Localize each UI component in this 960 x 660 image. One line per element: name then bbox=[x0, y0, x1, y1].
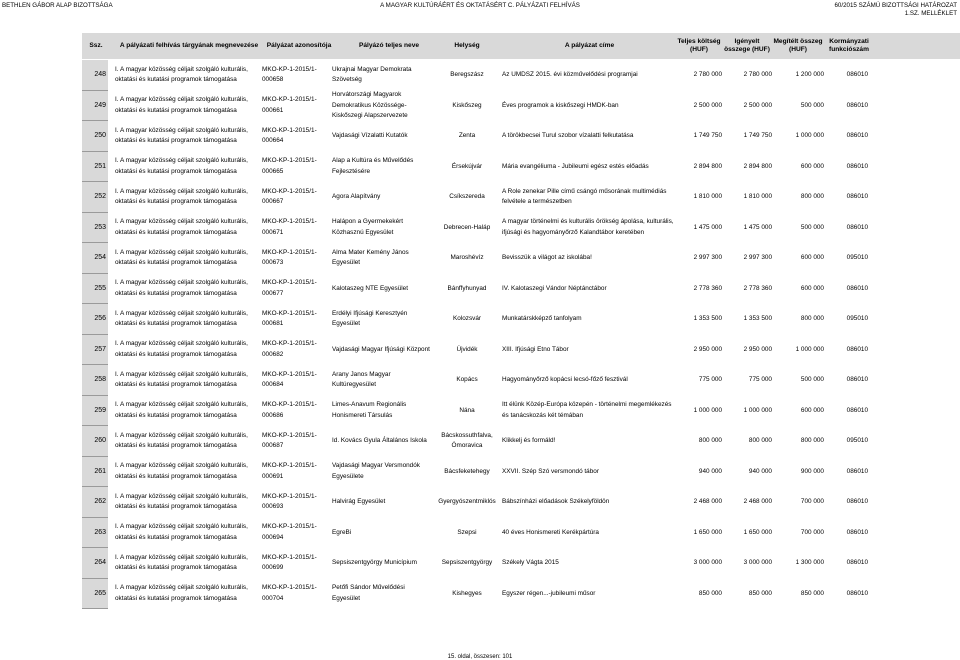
row-number: 263 bbox=[82, 518, 108, 549]
location: Csíkszereda bbox=[449, 193, 485, 200]
application-id: MKO-KP-1-2015/1-000684 bbox=[262, 370, 317, 389]
total-cost: 850 000 bbox=[698, 589, 722, 597]
table-row bbox=[82, 335, 960, 366]
applicant-name: Petőfi Sándor Művelődési Egyesület bbox=[332, 584, 405, 602]
project-title: Az UMDSZ 2015. évi közművelődési programjai bbox=[502, 71, 638, 78]
application-id: MKO-KP-1-2015/1-000658 bbox=[262, 65, 317, 84]
function-code: 086010 bbox=[846, 101, 868, 109]
applicant-name: Ukrajnai Magyar Demokrata Szövetség bbox=[332, 65, 412, 84]
call-subject: I. A magyar közösség céljait szolgáló kulturális, oktatási és kutatási programok támogatása bbox=[115, 584, 248, 602]
requested-amount: 940 000 bbox=[748, 467, 772, 475]
applicant-name: Horvátországi Magyarok Demokratikus Közössége-Kiskőszegi Alapszervezete bbox=[332, 91, 408, 119]
table-row bbox=[82, 487, 960, 518]
location: Sepsiszentgyörgy bbox=[441, 559, 493, 566]
requested-amount: 2 778 360 bbox=[743, 284, 772, 292]
location: Beregszász bbox=[450, 71, 484, 78]
project-title: Mária evangéliuma - Jubileumi egész estés előadás bbox=[502, 162, 649, 170]
col-cost: Teljes költség (HUF) bbox=[677, 38, 721, 53]
awarded-amount: 600 000 bbox=[800, 406, 824, 414]
table-row bbox=[82, 213, 960, 244]
call-subject: I. A magyar közösség céljait szolgáló kulturális, oktatási és kutatási programok támogatása bbox=[115, 492, 248, 511]
call-subject: I. A magyar közösség céljait szolgáló kulturális, oktatási és kutatási programok támogatása bbox=[115, 523, 248, 541]
applicant-name: Arany Janos Magyar Kultúregyesület bbox=[332, 370, 391, 389]
call-subject: I. A magyar közösség céljait szolgáló kulturális, oktatási és kutatási programok támogatása bbox=[115, 370, 248, 389]
location: Újvidék bbox=[456, 345, 478, 353]
applicant-name: Erdélyi Ifjúsági Keresztyén Egyesület bbox=[332, 309, 408, 328]
call-title: A MAGYAR KULTÚRÁÉRT ÉS OKTATÁSÉRT C. PÁLYÁZATI FELHÍVÁS bbox=[380, 2, 580, 9]
function-code: 086010 bbox=[846, 345, 868, 353]
location: Zenta bbox=[458, 132, 476, 139]
application-id: MKO-KP-1-2015/1-000673 bbox=[262, 248, 317, 267]
location: Kishegyes bbox=[452, 589, 482, 597]
project-title: Klikkelj és formáld! bbox=[502, 437, 556, 444]
requested-amount: 1 353 500 bbox=[743, 315, 772, 322]
row-number: 248 bbox=[82, 60, 108, 91]
col-type: A pályázati felhívás tárgyának megnevezése bbox=[119, 42, 259, 49]
requested-amount: 1 000 000 bbox=[743, 406, 772, 414]
project-title: Székely Vágta 2015 bbox=[502, 559, 559, 566]
total-cost: 1 353 500 bbox=[693, 315, 722, 322]
total-cost: 2 894 800 bbox=[693, 162, 722, 170]
call-subject: I. A magyar közösség céljait szolgáló kulturális, oktatási és kutatási programok támogatása bbox=[115, 65, 248, 84]
applicant-name: Kalotaszeg NTE Egyesület bbox=[332, 284, 409, 292]
call-subject: I. A magyar közösség céljait szolgáló kulturális, oktatási és kutatási programok támogatása bbox=[115, 553, 248, 572]
awarded-amount: 800 000 bbox=[800, 193, 824, 200]
awarded-amount: 500 000 bbox=[800, 101, 824, 109]
row-number: 252 bbox=[82, 182, 108, 213]
awarded-amount: 800 000 bbox=[800, 437, 824, 444]
function-code: 086010 bbox=[846, 193, 868, 200]
requested-amount: 2 997 300 bbox=[743, 254, 772, 261]
project-title: 40 éves Honismereti Kerékpártúra bbox=[502, 528, 599, 536]
table-row bbox=[82, 182, 960, 213]
location: Érsekújvár bbox=[451, 162, 483, 170]
function-code: 086010 bbox=[846, 71, 868, 78]
total-cost: 3 000 000 bbox=[693, 559, 722, 566]
requested-amount: 775 000 bbox=[748, 376, 772, 383]
awarded-amount: 600 000 bbox=[800, 254, 824, 261]
applicant-name: Halápon a Gyermekekért Közhasznú Egyesület bbox=[332, 218, 404, 236]
applicant-name: Limes-Anavum Regionális Honismereti Társulás bbox=[332, 401, 407, 419]
function-code: 086010 bbox=[846, 406, 868, 414]
function-code: 095010 bbox=[846, 254, 868, 261]
project-title: Bevisszük a világot az iskolába! bbox=[502, 254, 592, 261]
row-number: 259 bbox=[82, 396, 108, 427]
row-number: 249 bbox=[82, 91, 108, 122]
total-cost: 1 475 000 bbox=[693, 223, 722, 231]
col-title: A pályázat címe bbox=[564, 42, 615, 49]
applicant-name: Vajdasági Magyar Ifjúsági Központ bbox=[332, 345, 430, 353]
table-row bbox=[82, 365, 960, 396]
project-title: Munkatárskképző tanfolyam bbox=[502, 315, 582, 322]
total-cost: 1 650 000 bbox=[693, 528, 722, 536]
application-id: MKO-KP-1-2015/1-000681 bbox=[262, 309, 317, 328]
awarded-amount: 1 200 000 bbox=[795, 71, 824, 78]
applicant-name: Agora Alapítvány bbox=[332, 193, 381, 200]
total-cost: 2 468 000 bbox=[693, 498, 722, 505]
function-code: 086010 bbox=[846, 589, 868, 597]
location: Gyergyószentmiklós bbox=[438, 498, 496, 505]
call-subject: I. A magyar közösség céljait szolgáló kulturális, oktatási és kutatási programok támogatása bbox=[115, 279, 248, 297]
requested-amount: 1 475 000 bbox=[743, 223, 772, 231]
project-title: Bábszínházi előadások Székelyföldön bbox=[502, 498, 610, 505]
awarded-amount: 800 000 bbox=[800, 315, 824, 322]
application-id: MKO-KP-1-2015/1-000667 bbox=[262, 187, 317, 206]
col-requested: Igényelt összege (HUF) bbox=[724, 38, 770, 53]
page-footer: 15. oldal, összesen: 101 bbox=[447, 654, 513, 660]
table-row bbox=[82, 396, 960, 427]
function-code: 086010 bbox=[846, 162, 868, 170]
committee-name: BETHLEN GÁBOR ALAP BIZOTTSÁGA bbox=[2, 2, 113, 9]
table-row bbox=[82, 304, 960, 335]
function-code: 086010 bbox=[846, 467, 868, 475]
project-title: A magyar történelmi és kulturális örökség ápolása, kulturális, ifjúsági és hagyományőrző Kalandtábor keretében bbox=[502, 218, 674, 236]
total-cost: 800 000 bbox=[698, 437, 722, 444]
call-subject: I. A magyar közösség céljait szolgáló kulturális, oktatási és kutatási programok támogatása bbox=[115, 401, 248, 419]
location: Kopács bbox=[456, 376, 478, 383]
document-header bbox=[0, 0, 960, 30]
applicant-name: Halvirág Egyesület bbox=[332, 498, 386, 505]
location: Maroshévíz bbox=[450, 254, 484, 261]
call-subject: I. A magyar közösség céljait szolgáló kulturális, oktatási és kutatási programok támogatása bbox=[115, 187, 248, 206]
row-number: 262 bbox=[82, 487, 108, 518]
awarded-amount: 900 000 bbox=[800, 467, 824, 475]
total-cost: 2 778 360 bbox=[693, 284, 722, 292]
table-row bbox=[82, 243, 960, 274]
applicant-name: Vajdasági Magyar Versmondók Egyesülete bbox=[332, 462, 420, 480]
call-subject: I. A magyar közösség céljait szolgáló kulturális, oktatási és kutatási programok támogatása bbox=[115, 431, 248, 450]
row-number: 258 bbox=[82, 365, 108, 396]
applicant-name: Sepsiszentgyörgy Municípium bbox=[332, 559, 417, 566]
application-id: MKO-KP-1-2015/1-000699 bbox=[262, 553, 317, 572]
table-row bbox=[82, 426, 960, 457]
requested-amount: 800 000 bbox=[748, 437, 772, 444]
table-row bbox=[82, 274, 960, 305]
table-row bbox=[82, 91, 960, 122]
function-code: 086010 bbox=[846, 528, 868, 536]
location: Bácskossuthfalva, Ómoravica bbox=[441, 431, 493, 450]
call-subject: I. A magyar közösség céljait szolgáló kulturális, oktatási és kutatási programok támogatása bbox=[115, 96, 248, 114]
project-title: A törökbecsei Turul szobor vízalatti felkutatása bbox=[502, 132, 634, 139]
awarded-amount: 600 000 bbox=[800, 162, 824, 170]
table-row bbox=[82, 518, 960, 549]
requested-amount: 1 749 750 bbox=[743, 132, 772, 139]
table-row bbox=[82, 548, 960, 579]
col-applicant: Pályázó teljes neve bbox=[358, 42, 420, 49]
requested-amount: 3 000 000 bbox=[743, 559, 772, 566]
application-id: MKO-KP-1-2015/1-000671 bbox=[262, 218, 317, 236]
location: Nána bbox=[459, 406, 475, 414]
awarded-amount: 1 300 000 bbox=[795, 559, 824, 566]
applicant-name: Vajdasági Vízalatti Kutatók bbox=[332, 132, 408, 139]
application-id: MKO-KP-1-2015/1-000661 bbox=[262, 96, 317, 114]
total-cost: 2 780 000 bbox=[693, 71, 722, 78]
project-title: IV. Kalotaszegi Vándor Néptánctábor bbox=[502, 284, 607, 292]
col-awarded: Megítélt összeg (HUF) bbox=[773, 38, 823, 53]
total-cost: 940 000 bbox=[698, 467, 722, 475]
function-code: 086010 bbox=[846, 132, 868, 139]
awarded-amount: 850 000 bbox=[800, 589, 824, 597]
location: Kolozsvár bbox=[452, 315, 482, 322]
location: Szepsi bbox=[457, 528, 477, 536]
total-cost: 1 000 000 bbox=[693, 406, 722, 414]
row-number: 264 bbox=[82, 548, 108, 579]
col-id: Pályázat azonosítója bbox=[266, 42, 332, 49]
row-number: 257 bbox=[82, 335, 108, 366]
function-code: 086010 bbox=[846, 559, 868, 566]
col-ssz: Ssz. bbox=[89, 42, 103, 49]
location: Kiskőszeg bbox=[452, 101, 482, 109]
application-id: MKO-KP-1-2015/1-000665 bbox=[262, 157, 317, 175]
requested-amount: 1 650 000 bbox=[743, 528, 772, 536]
project-title: Itt élünk Közép-Európa közepén - történelmi megemlékezés és tanácskozás két témában bbox=[502, 401, 672, 419]
awarded-amount: 700 000 bbox=[800, 528, 824, 536]
row-number: 260 bbox=[82, 426, 108, 457]
row-number: 255 bbox=[82, 274, 108, 305]
total-cost: 1 749 750 bbox=[693, 132, 722, 139]
project-title: XIII. Ifjúsági Etno Tábor bbox=[502, 345, 569, 353]
row-number: 250 bbox=[82, 121, 108, 152]
call-subject: I. A magyar közösség céljait szolgáló kulturális, oktatási és kutatási programok támogatása bbox=[115, 218, 248, 236]
row-number: 256 bbox=[82, 304, 108, 335]
row-number: 265 bbox=[82, 579, 108, 610]
application-id: MKO-KP-1-2015/1-000677 bbox=[262, 279, 317, 297]
call-subject: I. A magyar közösség céljait szolgáló kulturális, oktatási és kutatási programok támogatása bbox=[115, 157, 248, 175]
total-cost: 2 500 000 bbox=[693, 101, 722, 109]
row-number: 261 bbox=[82, 457, 108, 488]
awarded-amount: 1 000 000 bbox=[795, 345, 824, 353]
call-subject: I. A magyar közösség céljait szolgáló kulturális, oktatási és kutatási programok támogatása bbox=[115, 126, 248, 145]
requested-amount: 2 468 000 bbox=[743, 498, 772, 505]
table-row bbox=[82, 60, 960, 91]
applicant-name: EgreBi bbox=[332, 528, 352, 536]
applicant-name: Alap a Kultúra és Művelődés Fejlesztésére bbox=[332, 157, 414, 175]
row-number: 254 bbox=[82, 243, 108, 274]
row-number: 251 bbox=[82, 152, 108, 183]
application-id: MKO-KP-1-2015/1-000687 bbox=[262, 431, 317, 450]
resolution-number: 60/2015 SZÁMÚ BIZOTTSÁGI HATÁROZAT bbox=[834, 2, 957, 9]
total-cost: 775 000 bbox=[698, 376, 722, 383]
function-code: 086010 bbox=[846, 498, 868, 505]
table-header bbox=[82, 33, 960, 59]
requested-amount: 2 950 000 bbox=[743, 345, 772, 353]
application-id: MKO-KP-1-2015/1-000694 bbox=[262, 523, 317, 541]
requested-amount: 2 780 000 bbox=[743, 71, 772, 78]
location: Bánffyhunyad bbox=[447, 284, 487, 292]
application-id: MKO-KP-1-2015/1-000693 bbox=[262, 492, 317, 511]
application-id: MKO-KP-1-2015/1-000682 bbox=[262, 340, 317, 358]
awarded-amount: 700 000 bbox=[800, 498, 824, 505]
table-row bbox=[82, 121, 960, 152]
awarded-amount: 1 000 000 bbox=[795, 132, 824, 139]
project-title: Hagyományőrző kopácsi lecsó-főző fesztivál bbox=[502, 376, 628, 383]
requested-amount: 2 894 800 bbox=[743, 162, 772, 170]
project-title: Éves programok a kiskőszegi HMDK-ban bbox=[502, 101, 619, 109]
total-cost: 2 950 000 bbox=[693, 345, 722, 353]
awarded-amount: 500 000 bbox=[800, 223, 824, 231]
application-id: MKO-KP-1-2015/1-000664 bbox=[262, 126, 317, 145]
requested-amount: 1 810 000 bbox=[743, 193, 772, 200]
application-id: MKO-KP-1-2015/1-000704 bbox=[262, 584, 317, 602]
table-row bbox=[82, 579, 960, 610]
function-code: 095010 bbox=[846, 315, 868, 322]
applicant-name: Alma Mater Kemény János Egyesület bbox=[332, 248, 409, 267]
call-subject: I. A magyar közösség céljait szolgáló kulturális, oktatási és kutatási programok támogatása bbox=[115, 248, 248, 267]
annex-number: 1.SZ. MELLÉKLET bbox=[904, 10, 957, 17]
col-place: Helység bbox=[454, 42, 480, 49]
awarded-amount: 600 000 bbox=[800, 284, 824, 292]
project-title: Egyszer régen...-jubileumi műsor bbox=[502, 589, 596, 597]
table-body bbox=[82, 60, 960, 610]
function-code: 086010 bbox=[846, 223, 868, 231]
function-code: 086010 bbox=[846, 376, 868, 383]
requested-amount: 2 500 000 bbox=[743, 101, 772, 109]
location: Bácsfeketehegy bbox=[444, 467, 490, 475]
resolution-ref bbox=[834, 2, 957, 18]
application-id: MKO-KP-1-2015/1-000691 bbox=[262, 462, 317, 480]
row-number: 253 bbox=[82, 213, 108, 244]
table-row bbox=[82, 457, 960, 488]
project-title: A Role zenekar Pille című csángó műsorának multimédiás felvétele a természetben bbox=[502, 187, 667, 206]
function-code: 095010 bbox=[846, 437, 868, 444]
requested-amount: 850 000 bbox=[748, 589, 772, 597]
function-code: 086010 bbox=[846, 284, 868, 292]
call-subject: I. A magyar közösség céljait szolgáló kulturális, oktatási és kutatási programok támogatása bbox=[115, 340, 248, 358]
location: Debrecen-Haláp bbox=[443, 223, 491, 231]
table-row bbox=[82, 152, 960, 183]
applicant-name: Id. Kovács Gyula Általános Iskola bbox=[332, 437, 427, 444]
application-id: MKO-KP-1-2015/1-000686 bbox=[262, 401, 317, 419]
col-code: Kormányzati funkciószám bbox=[829, 38, 869, 53]
call-subject: I. A magyar közösség céljait szolgáló kulturális, oktatási és kutatási programok támogatása bbox=[115, 462, 248, 480]
project-title: XXVII. Szép Szó versmondó tábor bbox=[502, 467, 599, 475]
call-subject: I. A magyar közösség céljait szolgáló kulturális, oktatási és kutatási programok támogatása bbox=[115, 309, 248, 328]
total-cost: 2 997 300 bbox=[693, 254, 722, 261]
total-cost: 1 810 000 bbox=[693, 193, 722, 200]
awarded-amount: 500 000 bbox=[800, 376, 824, 383]
